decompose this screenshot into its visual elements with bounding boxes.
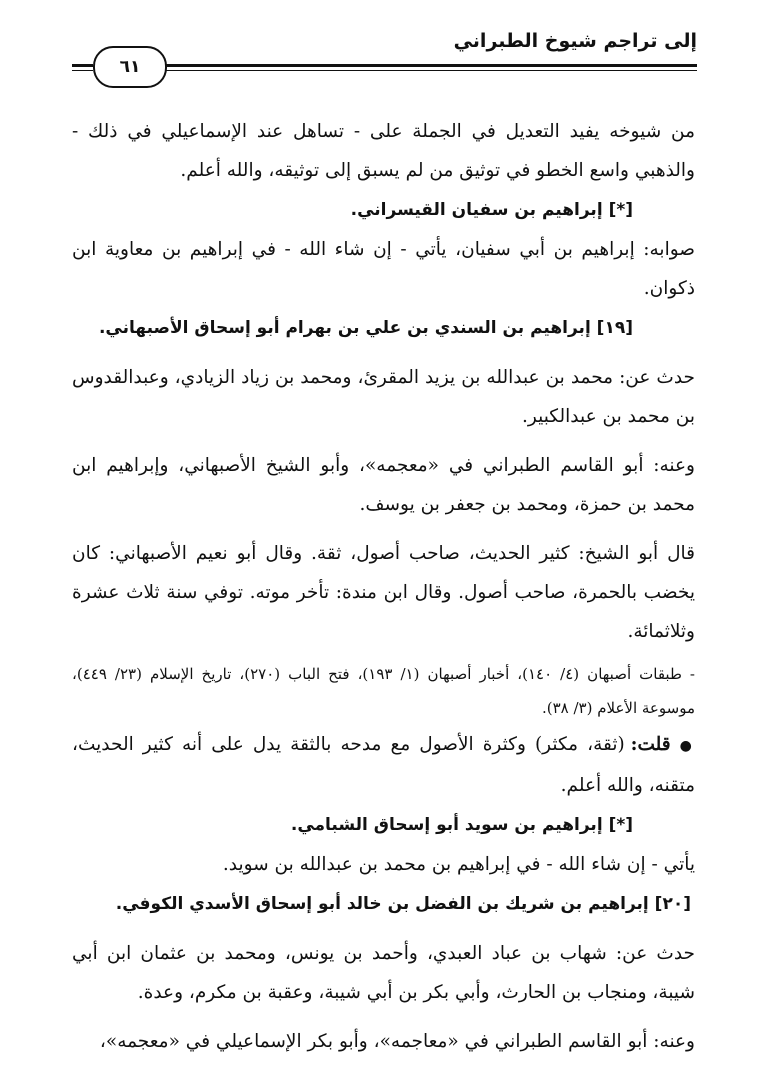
page-number: ٦١ [93,46,167,88]
paragraph-3: حدث عن: محمد بن عبدالله بن يزيد المقرئ، ومحمد بن زياد الزيادي، وعبدالقدوس بن محمد بن عبدالكبير. [72,367,695,427]
paragraph-5: قال أبو الشيخ: كثير الحديث، صاحب أصول، ثقة. وقال أبو نعيم الأصبهاني: كان يخضب بالحمرة، صاحب أصول. وقال ابن مندة: تأخر موته. توفي سنة ثلاث عشرة وثلاثمائة. [72,543,695,642]
page-body [72,112,695,1061]
paragraph-2: صوابه: إبراهيم بن أبي سفيان، يأتي - إن شاء الله - في إبراهيم بن معاوية ابن ذكوان. [72,239,695,299]
header-rule-right [163,64,697,67]
paragraph-6 [72,725,695,805]
note-lead: قلت: [630,734,671,755]
paragraph-4: وعنه: أبو القاسم الطبراني في «معجمه»، وأبو الشيخ الأصبهاني، وإبراهيم ابن محمد بن حمزة، ومحمد بن جعفر بن يوسف. [72,455,695,515]
header-rule-left-thin [72,70,93,71]
paragraph-8: حدث عن: شهاب بن عباد العبدي، وأحمد بن يونس، ومحمد بن عثمان ابن أبي شيبة، ومنجاب بن الحارث، وأبي بكر بن أبي شيبة، وعقبة بن مكرم، وعدة. [72,943,695,1003]
note-text: (ثقة، مكثر) وكثرة الأصول مع مدحه بالثقة يدل على أنه كثير الحديث، متقنه، والله أعلم. [72,734,695,796]
paragraph-7: يأتي - إن شاء الله - في إبراهيم بن محمد بن عبدالله بن سويد. [222,854,695,875]
paragraph-9: وعنه: أبو القاسم الطبراني في «معاجمه»، وأبو بكر الإسماعيلي في «معجمه»، [99,1031,695,1052]
entry-heading-19: [١٩] إبراهيم بن السندي بن علي بن بهرام أبو إسحاق الأصبهاني. [98,318,633,338]
running-header-title: إلى تراجم شيوخ الطبراني [453,30,697,52]
header-rule-right-thin [163,70,697,71]
entry-heading-ibrahim-suwayd: [*] إبراهيم بن سويد أبو إسحاق الشبامي. [290,815,633,835]
references: - طبقات أصبهان (٤/ ١٤٠)، أخبار أصبهان (١/ ١٩٣)، فتح الباب (٢٧٠)، تاريخ الإسلام (٢٣/ ٤٤٩)، موسوعة الأعلام (٣/ ٣٨). [72,665,695,717]
header-rule-left [72,64,93,67]
paragraph-1: من شيوخه يفيد التعديل في الجملة على - تساهل عند الإسماعيلي في ذلك - والذهبي واسع الخطو في توثيق من لم يسبق إلى توثيقه، والله أعلم. [72,121,695,181]
entry-heading-ibrahim-sufyan: [*] إبراهيم بن سفيان القيسراني. [350,200,633,220]
bullet-icon: ● [679,738,696,754]
entry-heading-20: [٢٠] إبراهيم بن شريك بن الفضل بن خالد أبو إسحاق الأسدي الكوفي. [115,894,691,914]
